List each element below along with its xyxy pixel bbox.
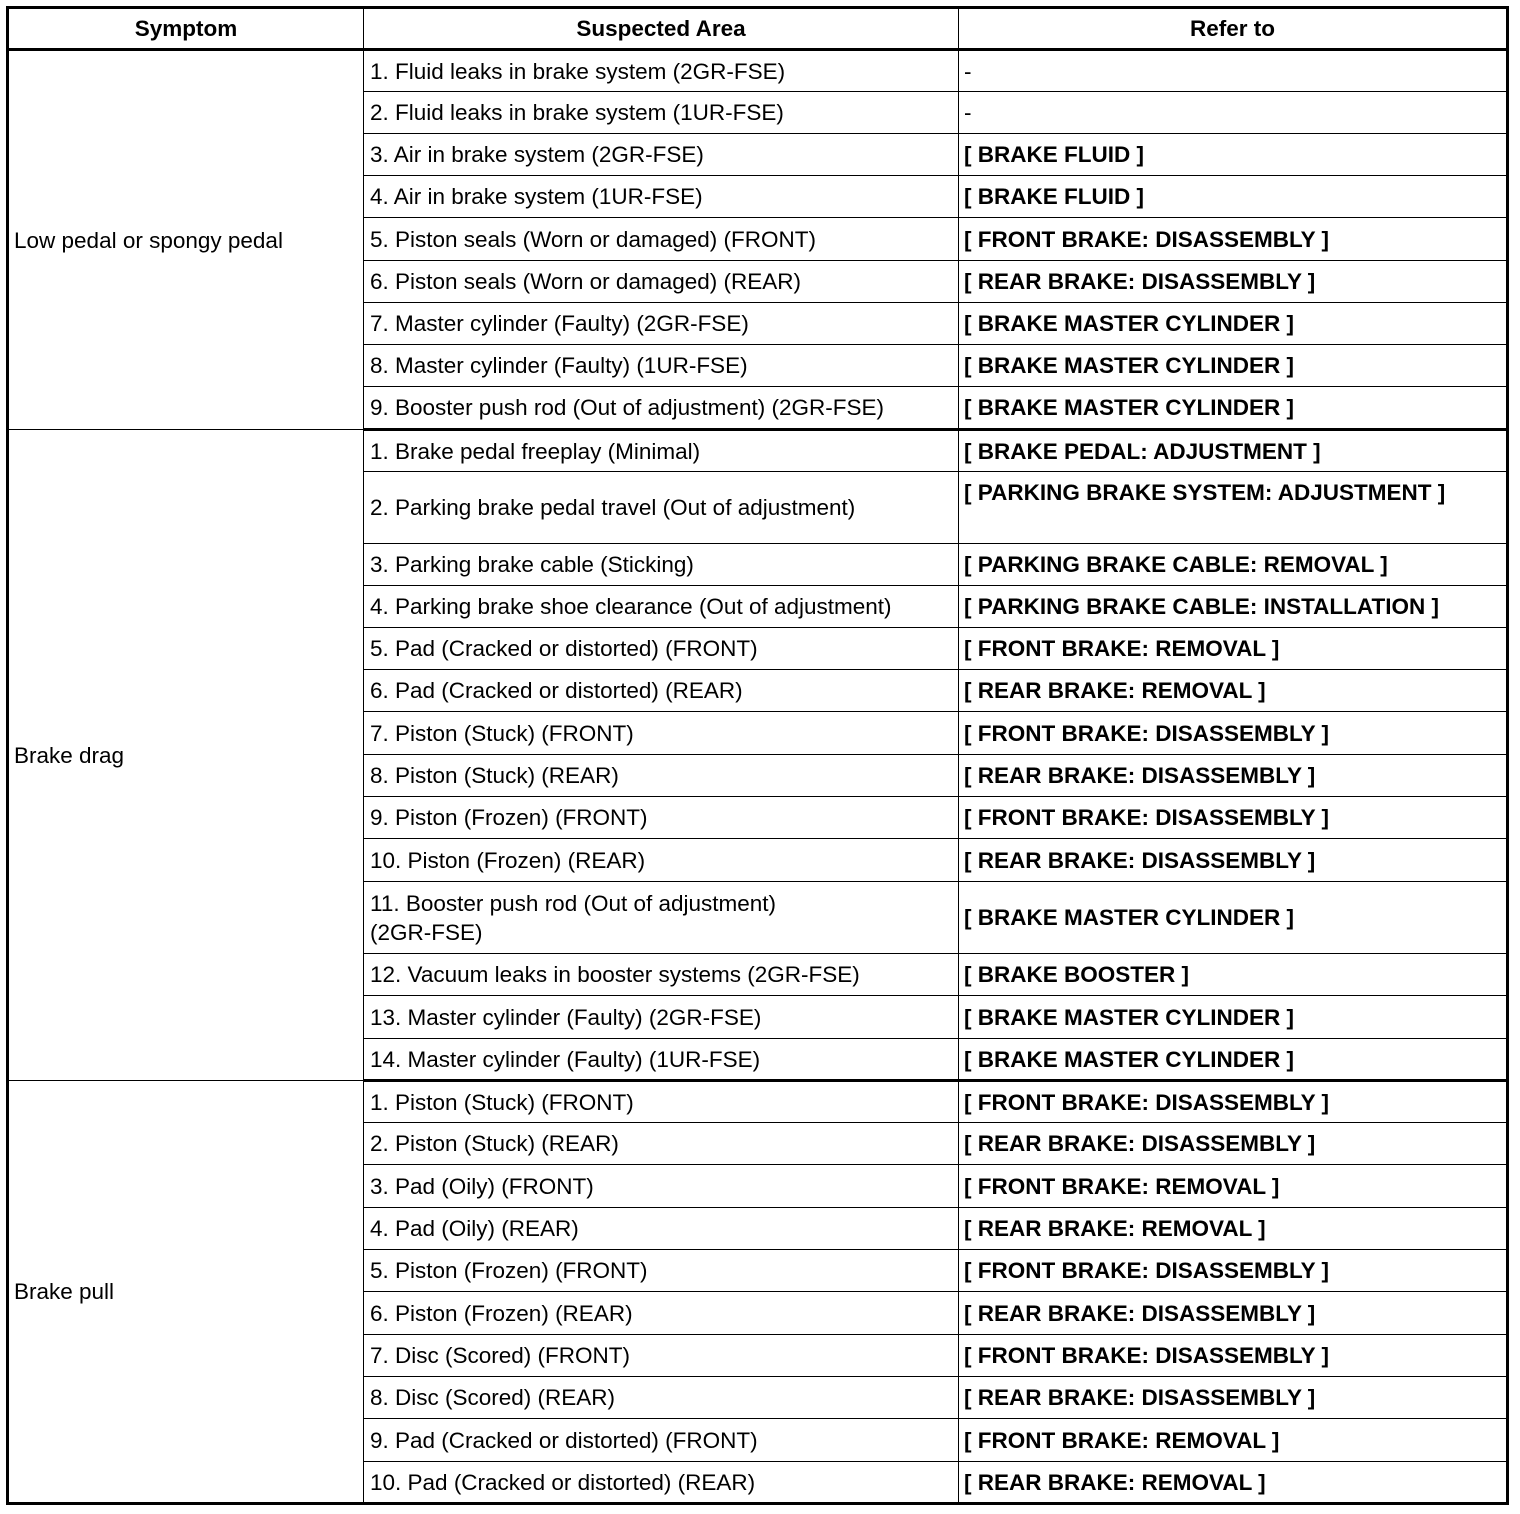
suspected-area-cell: 7. Piston (Stuck) (FRONT) [364, 712, 959, 755]
suspected-area-cell: 3. Parking brake cable (Sticking) [364, 544, 959, 586]
suspected-area-cell: 4. Pad (Oily) (REAR) [364, 1208, 959, 1250]
refer-to-cell: [ BRAKE BOOSTER ] [959, 954, 1508, 996]
suspected-area-cell: 7. Master cylinder (Faulty) (2GR-FSE) [364, 303, 959, 345]
refer-to-cell: [ BRAKE MASTER CYLINDER ] [959, 387, 1508, 430]
refer-to-cell: [ REAR BRAKE: DISASSEMBLY ] [959, 755, 1508, 797]
refer-to-cell: [ FRONT BRAKE: DISASSEMBLY ] [959, 218, 1508, 261]
suspected-area-cell: 8. Master cylinder (Faulty) (1UR-FSE) [364, 345, 959, 387]
table-row [8, 430, 1508, 472]
refer-to-cell: - [959, 50, 1508, 92]
suspected-area-cell: 10. Piston (Frozen) (REAR) [364, 839, 959, 882]
refer-to-cell: [ PARKING BRAKE CABLE: INSTALLATION ] [959, 586, 1508, 628]
refer-to-cell: [ REAR BRAKE: DISASSEMBLY ] [959, 261, 1508, 303]
refer-to-cell: [ REAR BRAKE: DISASSEMBLY ] [959, 839, 1508, 882]
suspected-area-cell: 5. Piston seals (Worn or damaged) (FRONT) [364, 218, 959, 261]
suspected-area-cell: 11. Booster push rod (Out of adjustment) (2GR-FSE) [364, 882, 959, 954]
refer-to-cell: [ FRONT BRAKE: DISASSEMBLY ] [959, 1250, 1508, 1292]
refer-to-cell: - [959, 92, 1508, 134]
refer-to-cell: [ BRAKE PEDAL: ADJUSTMENT ] [959, 430, 1508, 472]
suspected-area-cell: 6. Piston (Frozen) (REAR) [364, 1292, 959, 1335]
suspected-area-cell: 3. Air in brake system (2GR-FSE) [364, 134, 959, 176]
refer-to-cell: [ FRONT BRAKE: REMOVAL ] [959, 1165, 1508, 1208]
refer-to-cell: [ REAR BRAKE: DISASSEMBLY ] [959, 1292, 1508, 1335]
table-body [8, 50, 1508, 1504]
symptom-cell: Brake pull [8, 1081, 364, 1504]
refer-to-cell: [ BRAKE FLUID ] [959, 176, 1508, 218]
refer-to-cell: [ BRAKE FLUID ] [959, 134, 1508, 176]
refer-to-cell: [ REAR BRAKE: DISASSEMBLY ] [959, 1377, 1508, 1419]
refer-to-cell: [ FRONT BRAKE: DISASSEMBLY ] [959, 712, 1508, 755]
refer-to-cell: [ BRAKE MASTER CYLINDER ] [959, 882, 1508, 954]
troubleshooting-table [6, 6, 1509, 1505]
refer-to-cell: [ BRAKE MASTER CYLINDER ] [959, 303, 1508, 345]
suspected-area-cell: 1. Piston (Stuck) (FRONT) [364, 1081, 959, 1123]
refer-to-cell: [ FRONT BRAKE: DISASSEMBLY ] [959, 797, 1508, 839]
refer-to-cell: [ BRAKE MASTER CYLINDER ] [959, 996, 1508, 1039]
suspected-area-header: Suspected Area [364, 8, 959, 50]
refer-to-cell: [ PARKING BRAKE CABLE: REMOVAL ] [959, 544, 1508, 586]
suspected-area-cell: 2. Parking brake pedal travel (Out of adjustment) [364, 472, 959, 544]
suspected-area-cell: 8. Piston (Stuck) (REAR) [364, 755, 959, 797]
symptom-header: Symptom [8, 8, 364, 50]
suspected-area-cell: 1. Brake pedal freeplay (Minimal) [364, 430, 959, 472]
table-row [8, 1081, 1508, 1123]
suspected-area-cell: 9. Pad (Cracked or distorted) (FRONT) [364, 1419, 959, 1462]
suspected-area-cell: 1. Fluid leaks in brake system (2GR-FSE) [364, 50, 959, 92]
refer-to-cell: [ REAR BRAKE: REMOVAL ] [959, 670, 1508, 712]
header-row [8, 8, 1508, 50]
suspected-area-cell: 14. Master cylinder (Faulty) (1UR-FSE) [364, 1039, 959, 1081]
suspected-area-cell: 4. Parking brake shoe clearance (Out of adjustment) [364, 586, 959, 628]
refer-to-cell: [ REAR BRAKE: DISASSEMBLY ] [959, 1123, 1508, 1165]
suspected-area-cell: 5. Pad (Cracked or distorted) (FRONT) [364, 628, 959, 670]
refer-to-cell: [ BRAKE MASTER CYLINDER ] [959, 1039, 1508, 1081]
suspected-area-cell: 2. Fluid leaks in brake system (1UR-FSE) [364, 92, 959, 134]
suspected-area-cell: 10. Pad (Cracked or distorted) (REAR) [364, 1462, 959, 1504]
suspected-area-cell: 7. Disc (Scored) (FRONT) [364, 1335, 959, 1377]
refer-to-cell: [ BRAKE MASTER CYLINDER ] [959, 345, 1508, 387]
refer-to-cell: [ FRONT BRAKE: DISASSEMBLY ] [959, 1081, 1508, 1123]
suspected-area-cell: 9. Booster push rod (Out of adjustment) (2GR-FSE) [364, 387, 959, 430]
refer-to-cell: [ FRONT BRAKE: DISASSEMBLY ] [959, 1335, 1508, 1377]
suspected-area-cell: 9. Piston (Frozen) (FRONT) [364, 797, 959, 839]
suspected-area-cell: 3. Pad (Oily) (FRONT) [364, 1165, 959, 1208]
symptom-cell: Brake drag [8, 430, 364, 1081]
symptom-cell: Low pedal or spongy pedal [8, 50, 364, 430]
suspected-area-cell: 6. Pad (Cracked or distorted) (REAR) [364, 670, 959, 712]
refer-to-cell: [ FRONT BRAKE: REMOVAL ] [959, 1419, 1508, 1462]
refer-to-cell: [ PARKING BRAKE SYSTEM: ADJUSTMENT ] [959, 472, 1508, 544]
table-row [8, 50, 1508, 92]
suspected-area-cell: 12. Vacuum leaks in booster systems (2GR-FSE) [364, 954, 959, 996]
refer-to-cell: [ REAR BRAKE: REMOVAL ] [959, 1208, 1508, 1250]
refer-to-header: Refer to [959, 8, 1508, 50]
suspected-area-cell: 13. Master cylinder (Faulty) (2GR-FSE) [364, 996, 959, 1039]
suspected-area-cell: 5. Piston (Frozen) (FRONT) [364, 1250, 959, 1292]
refer-to-cell: [ FRONT BRAKE: REMOVAL ] [959, 628, 1508, 670]
suspected-area-cell: 8. Disc (Scored) (REAR) [364, 1377, 959, 1419]
suspected-area-cell: 2. Piston (Stuck) (REAR) [364, 1123, 959, 1165]
refer-to-cell: [ REAR BRAKE: REMOVAL ] [959, 1462, 1508, 1504]
suspected-area-cell: 4. Air in brake system (1UR-FSE) [364, 176, 959, 218]
suspected-area-cell: 6. Piston seals (Worn or damaged) (REAR) [364, 261, 959, 303]
